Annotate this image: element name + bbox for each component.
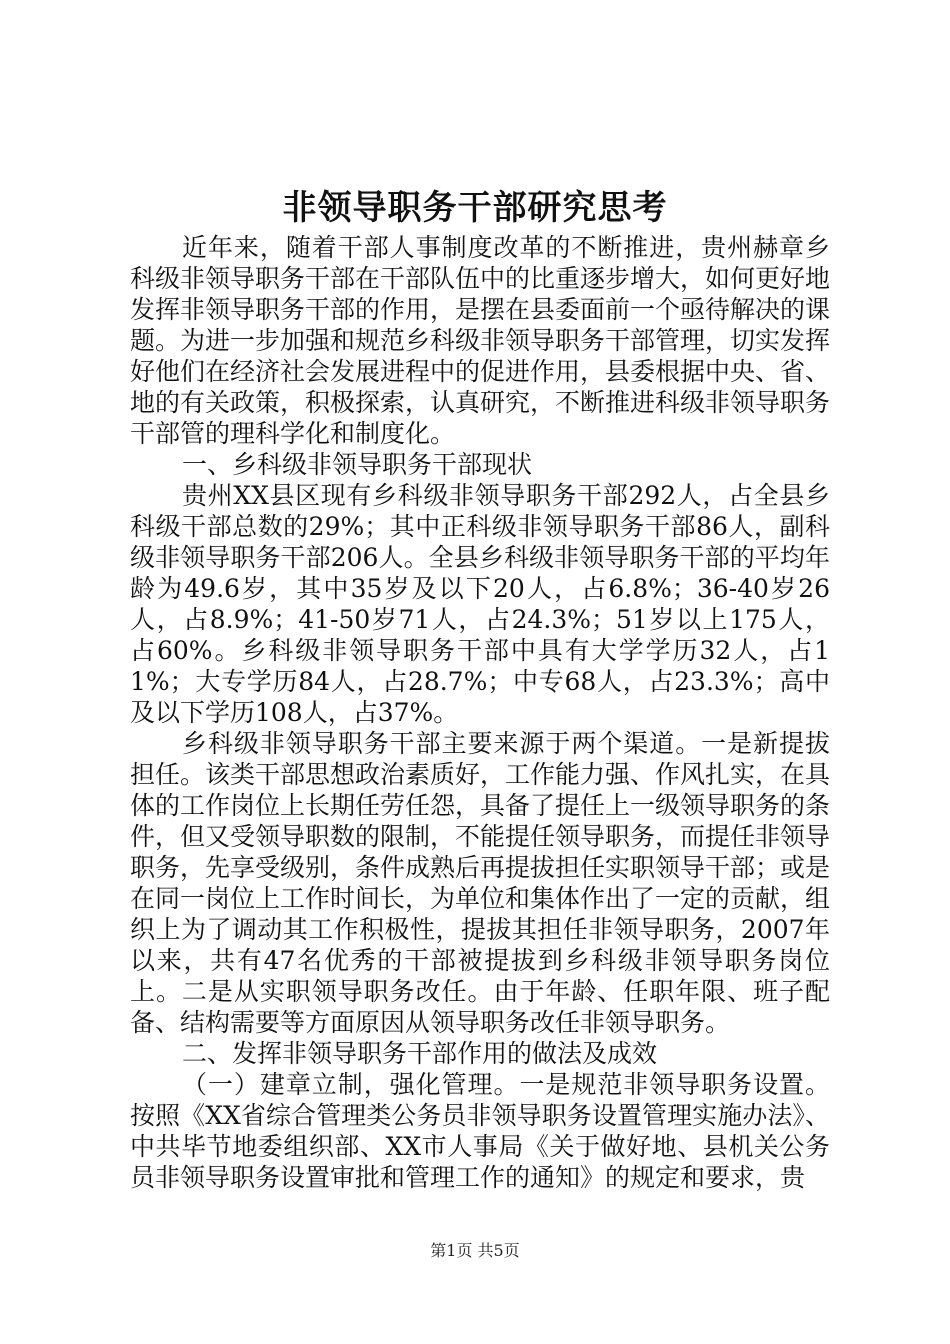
paragraph-statistics: 贵州XX县区现有乡科级非领导职务干部292人，占全县乡科级干部总数的29%；其中正科级非领导职务干部86人，副科级非领导职务干部206人。全县乡科级非领导职务干部的平均年龄为49.6岁，其中35岁及以下20人，占6.8%；36-40岁26人，占8.9%；41-50岁71人，占24.3%；51岁以上175人，占60%。乡科级非领导职务干部中具有大学学历32人，占11%；大专学历84人，占28.7%；中专68人，占23.3%；高中及以下学历108人，占37%。: [130, 481, 830, 727]
paragraph-regulations: （一）建章立制，强化管理。一是规范非领导职务设置。按照《XX省综合管理类公务员非领导职务设置管理实施办法》、中共毕节地委组织部、XX市人事局《关于做好地、县机关公务员非领导职务设置审批和管理工作的通知》的规定和要求，贵: [130, 1070, 830, 1192]
paragraph-sources: 乡科级非领导职务干部主要来源于两个渠道。一是新提拔担任。该类干部思想政治素质好，工作能力强、作风扎实，在具体的工作岗位上长期任劳任怨，具备了提任上一级领导职务的条件，但又受领导职数的限制，不能提任领导职务，而提任非领导职务，先享受级别，条件成熟后再提拔担任实职领导干部；或是在同一岗位上工作时间长，为单位和集体作出了一定的贡献，组织上为了调动其工作积极性，提拔其担任非领导职务，2007年以来，共有47名优秀的干部被提拔到乡科级非领导职务岗位上。二是从实职领导职务改任。由于年龄、任职年限、班子配备、结构需要等方面原因从领导职务改任非领导职务。: [130, 729, 831, 1037]
document-title: 非领导职务干部研究思考: [282, 188, 668, 228]
document-body: [130, 232, 830, 1193]
section-heading-status: 一、乡科级非领导职务干部现状: [182, 450, 533, 479]
page-number-footer: 第1页 共5页: [430, 1241, 520, 1260]
section-heading-practices: 二、发挥非领导职务干部作用的做法及成效: [182, 1039, 658, 1068]
paragraph-intro: 近年来，随着干部人事制度改革的不断推进，贵州赫章乡科级非领导职务干部在干部队伍中的比重逐步增大，如何更好地发挥非领导职务干部的作用，是摆在县委面前一个亟待解决的课题。为进一步加强和规范乡科级非领导职务干部管理，切实发挥好他们在经济社会发展进程中的促进作用，县委根据中央、省、地的有关政策，积极探索，认真研究，不断推进科级非领导职务干部管的理科学化和制度化。: [130, 233, 831, 448]
